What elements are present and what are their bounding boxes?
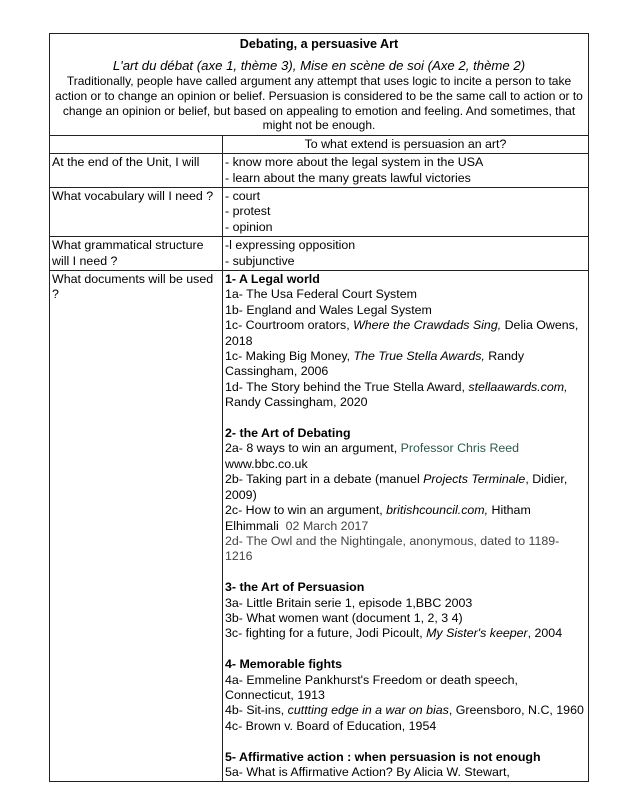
header-row (50, 34, 589, 136)
item-work-title: cuttting edge in a war on bias (287, 703, 449, 718)
document-item (225, 703, 586, 718)
item-text: 1c- Courtroom orators, (225, 318, 354, 333)
row-label: At the end of the Unit, I will (50, 154, 223, 188)
item-work-title: The True Stella Awards, (353, 349, 485, 364)
item-text: , 2004 (527, 626, 563, 641)
row-label: What documents will be used ? (50, 271, 223, 782)
item-text: Hitham Elhimmali (225, 503, 531, 533)
item-text: Randy Cassingham, 2020 (225, 395, 368, 410)
document-item (225, 719, 586, 734)
row-content (223, 154, 589, 188)
spacer (225, 411, 586, 426)
item-text: 1c- Making Big Money, (225, 349, 354, 364)
item-source: www.bbc.co.uk (225, 456, 308, 471)
item-text: Randy Cassingham, 2006 (225, 349, 525, 379)
section-title: 3- the Art of Persuasion (225, 580, 365, 595)
item-text: 1b- England and Wales Legal System (225, 302, 432, 317)
row-content (223, 188, 589, 237)
spacer (225, 734, 586, 749)
header-cell (50, 34, 589, 136)
item-work-title: My Sister's keeper (426, 626, 528, 641)
item-source: britishcouncil.com, (386, 503, 489, 518)
item-text: 5a- What is Affirmative Action? By Alicia W. Stewart, (225, 764, 510, 779)
document-item (225, 626, 586, 641)
item-text: 3c- fighting for a future, Jodi Picoult, (225, 626, 427, 641)
item-text: 3b- What women want (document 1, 2, 3 4) (225, 610, 463, 625)
document-item (225, 441, 586, 472)
document-subtitle: L'art du débat (axe 1, thème 3), Mise en scène de soi (Axe 2, thème 2) (112, 58, 526, 74)
spacer (225, 642, 586, 657)
document-item: 2d- The Owl and the Nightingale, anonymous, dated to 1189-1216 (225, 533, 560, 564)
item-text: 1a- The Usa Federal Court System (225, 287, 417, 302)
item-date: 02 March 2017 (285, 518, 369, 533)
documents-content (223, 271, 589, 782)
problematic-question: To what extend is persuasion an art? (223, 135, 589, 153)
list-item: - know more about the legal system in the USA (225, 155, 484, 170)
document-item (225, 503, 586, 534)
list-item: - opinion (225, 219, 273, 234)
list-item: - court (225, 189, 261, 203)
item-text: 1d- The Story behind the True Stella Award, (225, 379, 469, 394)
list-item: -l expressing opposition (225, 238, 356, 253)
row-content (223, 237, 589, 271)
spacer (225, 565, 586, 580)
row-label: What vocabulary will I need ? (50, 188, 223, 237)
document-item (225, 596, 586, 611)
item-text: , Didier, 2009) (225, 472, 568, 502)
document-item (225, 765, 586, 780)
item-source: stellaawards.com, (468, 379, 568, 394)
document-item (225, 472, 586, 503)
table-row (50, 154, 589, 188)
documents-row (50, 271, 589, 782)
section-title: 1- A Legal world (225, 272, 320, 287)
document-item (225, 287, 586, 302)
unit-plan-table (49, 33, 589, 782)
item-text: Delia Owens, 2018 (225, 318, 579, 348)
document-item (225, 673, 586, 704)
row-label: What grammatical structure will I need ? (50, 237, 223, 271)
document-title: Debating, a persuasive Art (239, 37, 399, 51)
list-item: - subjunctive (225, 253, 295, 268)
item-work-title: Where the Crawdads Sing, (353, 318, 502, 333)
document-item (225, 303, 586, 318)
item-text: , Greensboro, N.C, 1960 (448, 703, 584, 718)
item-text: 2a- 8 ways to win an argument, (225, 441, 401, 456)
document-item (225, 318, 586, 349)
question-row (50, 135, 589, 153)
section-title: 4- Memorable fights (225, 657, 343, 672)
section-title: 2- the Art of Debating (225, 426, 351, 441)
list-item: - learn about the many greats lawful victories (225, 170, 471, 185)
document-item (225, 349, 586, 380)
table-row (50, 237, 589, 271)
item-text: 4a- Emmeline Pankhurst's Freedom or death speech, Connecticut, 1913 (225, 672, 519, 702)
table-row (50, 188, 589, 237)
document-item (225, 611, 586, 626)
item-work-title: Projects Terminale (423, 472, 526, 487)
item-text: 3a- Little Britain serie 1, episode 1,BBC 2003 (225, 595, 473, 610)
document-intro: Traditionally, people have called argument any attempt that uses logic to incite a person to take action or to change an opinion or belief. Persuasion is considered to be the same call to action or to change an opinion or belief, but based on appealing to emotion and feeling. And sometimes, that might not be enough. (55, 74, 583, 133)
item-text: 4c- Brown v. Board of Education, 1954 (225, 718, 437, 733)
document-item (225, 380, 586, 411)
author-link[interactable]: Professor Chris Reed (400, 441, 520, 456)
item-text: 2c- How to win an argument, (225, 503, 387, 518)
list-item: - protest (225, 204, 271, 219)
item-text: 2b- Taking part in a debate (manuel (225, 472, 424, 487)
item-text: 4b- Sit-ins, (225, 703, 288, 718)
empty-cell (50, 135, 223, 153)
section-title: 5- Affirmative action : when persuasion is not enough (225, 749, 541, 764)
